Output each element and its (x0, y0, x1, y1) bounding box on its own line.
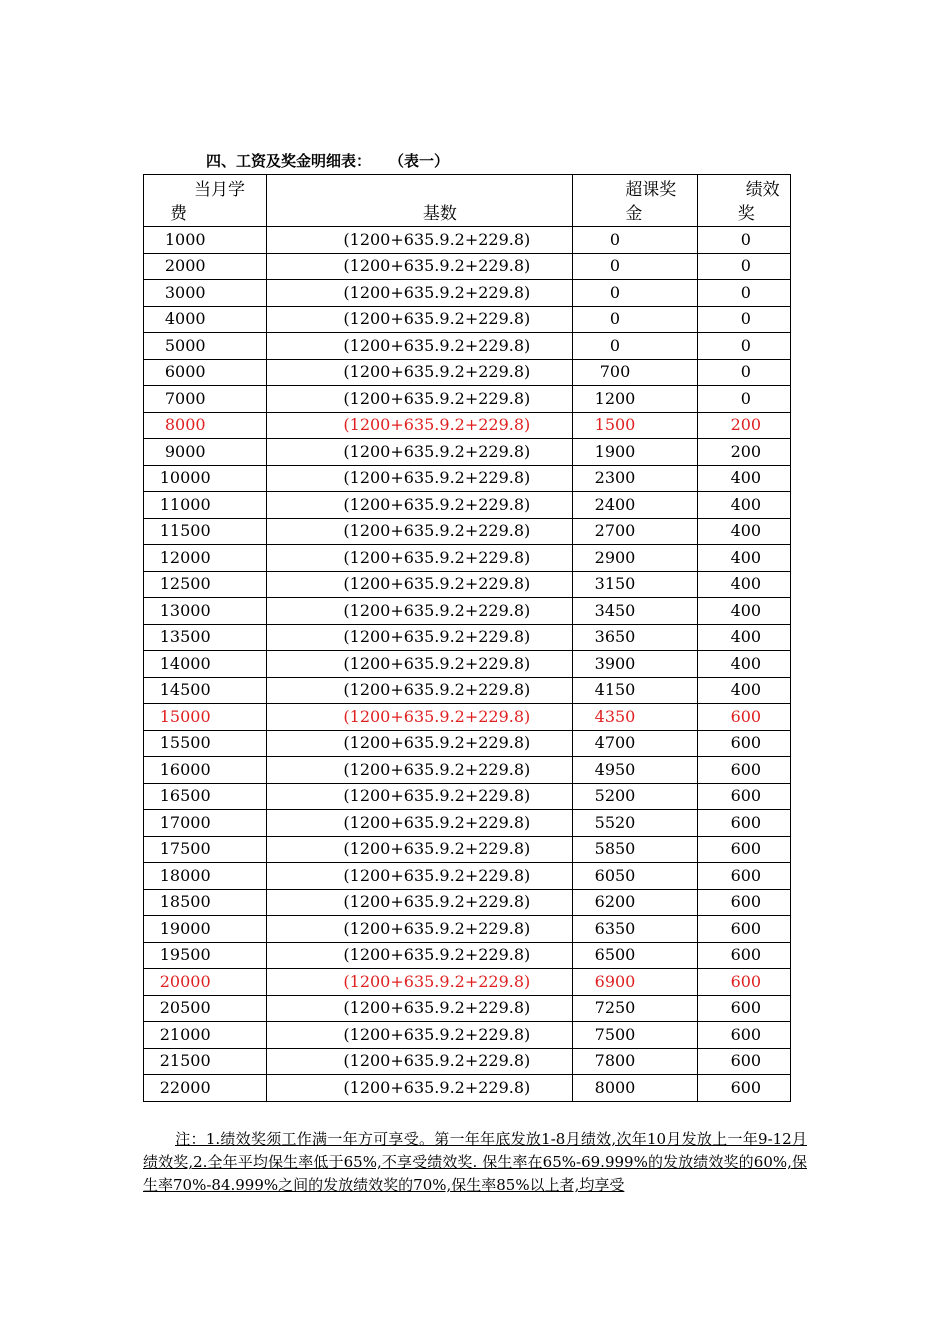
cell-performance-bonus: 400 (697, 598, 790, 625)
cell-performance-bonus: 600 (697, 1075, 790, 1102)
table-row (144, 757, 791, 784)
table-row (144, 227, 791, 254)
cell-extra-class-bonus: 2700 (573, 518, 697, 545)
cell-extra-class-bonus: 3150 (573, 571, 697, 598)
cell-performance-bonus: 600 (697, 730, 790, 757)
cell-performance-bonus: 400 (697, 624, 790, 651)
cell-monthly-fee: 2000 (144, 253, 267, 280)
cell-performance-bonus: 0 (697, 253, 790, 280)
table-row (144, 624, 791, 651)
table-row (144, 1075, 791, 1102)
cell-extra-class-bonus: 3900 (573, 651, 697, 678)
cell-base: (1200+635.9.2+229.8) (267, 492, 573, 519)
cell-base: (1200+635.9.2+229.8) (267, 359, 573, 386)
cell-monthly-fee: 9000 (144, 439, 267, 466)
cell-monthly-fee: 16500 (144, 783, 267, 810)
table-row (144, 571, 791, 598)
cell-monthly-fee: 18500 (144, 889, 267, 916)
cell-monthly-fee: 1000 (144, 227, 267, 254)
cell-performance-bonus: 600 (697, 942, 790, 969)
cell-performance-bonus: 600 (697, 810, 790, 837)
header-performance-bonus: 绩效 奖 (697, 175, 790, 227)
cell-monthly-fee: 19000 (144, 916, 267, 943)
cell-extra-class-bonus: 5200 (573, 783, 697, 810)
cell-performance-bonus: 400 (697, 545, 790, 572)
cell-base: (1200+635.9.2+229.8) (267, 783, 573, 810)
cell-extra-class-bonus: 0 (573, 280, 697, 307)
cell-performance-bonus: 400 (697, 465, 790, 492)
table-row (144, 916, 791, 943)
table-row (144, 492, 791, 519)
cell-base: (1200+635.9.2+229.8) (267, 651, 573, 678)
cell-extra-class-bonus: 3450 (573, 598, 697, 625)
table-header-row (144, 175, 791, 227)
cell-performance-bonus: 600 (697, 1022, 790, 1049)
cell-performance-bonus: 200 (697, 439, 790, 466)
table-row (144, 359, 791, 386)
cell-monthly-fee: 17500 (144, 836, 267, 863)
table-row (144, 280, 791, 307)
table-row (144, 333, 791, 360)
cell-extra-class-bonus: 7800 (573, 1048, 697, 1075)
table-row (144, 1048, 791, 1075)
cell-base: (1200+635.9.2+229.8) (267, 280, 573, 307)
cell-monthly-fee: 11000 (144, 492, 267, 519)
cell-monthly-fee: 12500 (144, 571, 267, 598)
cell-base: (1200+635.9.2+229.8) (267, 916, 573, 943)
salary-bonus-table (143, 174, 791, 1102)
cell-performance-bonus: 600 (697, 863, 790, 890)
cell-base: (1200+635.9.2+229.8) (267, 624, 573, 651)
cell-extra-class-bonus: 7500 (573, 1022, 697, 1049)
cell-monthly-fee: 10000 (144, 465, 267, 492)
cell-extra-class-bonus: 1500 (573, 412, 697, 439)
cell-extra-class-bonus: 2900 (573, 545, 697, 572)
table-row (144, 386, 791, 413)
table-row (144, 518, 791, 545)
cell-base: (1200+635.9.2+229.8) (267, 253, 573, 280)
cell-extra-class-bonus: 6200 (573, 889, 697, 916)
cell-performance-bonus: 0 (697, 280, 790, 307)
cell-base: (1200+635.9.2+229.8) (267, 1075, 573, 1102)
cell-extra-class-bonus: 0 (573, 306, 697, 333)
cell-extra-class-bonus: 4950 (573, 757, 697, 784)
table-row (144, 1022, 791, 1049)
table-row (144, 439, 791, 466)
cell-base: (1200+635.9.2+229.8) (267, 306, 573, 333)
table-row (144, 465, 791, 492)
cell-performance-bonus: 0 (697, 306, 790, 333)
table-row (144, 969, 791, 996)
table-row (144, 783, 791, 810)
cell-base: (1200+635.9.2+229.8) (267, 598, 573, 625)
cell-base: (1200+635.9.2+229.8) (267, 942, 573, 969)
cell-performance-bonus: 600 (697, 889, 790, 916)
cell-extra-class-bonus: 3650 (573, 624, 697, 651)
cell-base: (1200+635.9.2+229.8) (267, 227, 573, 254)
cell-performance-bonus: 400 (697, 651, 790, 678)
table-row (144, 412, 791, 439)
cell-base: (1200+635.9.2+229.8) (267, 465, 573, 492)
cell-monthly-fee: 22000 (144, 1075, 267, 1102)
cell-base: (1200+635.9.2+229.8) (267, 757, 573, 784)
cell-monthly-fee: 5000 (144, 333, 267, 360)
cell-monthly-fee: 19500 (144, 942, 267, 969)
cell-monthly-fee: 4000 (144, 306, 267, 333)
cell-base: (1200+635.9.2+229.8) (267, 730, 573, 757)
cell-performance-bonus: 400 (697, 571, 790, 598)
cell-performance-bonus: 400 (697, 518, 790, 545)
cell-base: (1200+635.9.2+229.8) (267, 545, 573, 572)
cell-performance-bonus: 0 (697, 333, 790, 360)
table-row (144, 995, 791, 1022)
table-row (144, 730, 791, 757)
cell-monthly-fee: 13500 (144, 624, 267, 651)
table-row (144, 598, 791, 625)
footnote (143, 1128, 807, 1197)
cell-performance-bonus: 600 (697, 916, 790, 943)
cell-extra-class-bonus: 4700 (573, 730, 697, 757)
cell-extra-class-bonus: 0 (573, 253, 697, 280)
table-row (144, 677, 791, 704)
cell-monthly-fee: 11500 (144, 518, 267, 545)
cell-monthly-fee: 3000 (144, 280, 267, 307)
cell-extra-class-bonus: 7250 (573, 995, 697, 1022)
cell-monthly-fee: 16000 (144, 757, 267, 784)
footnote-text: 注：1.绩效奖须工作满一年方可享受。第一年年底发放1-8月绩效,次年10月发放上一年9-12月绩效奖,2.全年平均保生率低于65%,不享受绩效奖. 保生率在65%-69.999%的发放绩效奖的60%,保生率70%-84.999%之间的发放绩效奖的70%,保生率85%以上者,均享受 (143, 1130, 807, 1194)
table-row (144, 306, 791, 333)
cell-monthly-fee: 8000 (144, 412, 267, 439)
cell-extra-class-bonus: 2400 (573, 492, 697, 519)
cell-base: (1200+635.9.2+229.8) (267, 810, 573, 837)
table-row (144, 863, 791, 890)
cell-monthly-fee: 20500 (144, 995, 267, 1022)
cell-performance-bonus: 600 (697, 969, 790, 996)
cell-extra-class-bonus: 5520 (573, 810, 697, 837)
cell-base: (1200+635.9.2+229.8) (267, 863, 573, 890)
cell-performance-bonus: 0 (697, 359, 790, 386)
cell-monthly-fee: 15000 (144, 704, 267, 731)
cell-base: (1200+635.9.2+229.8) (267, 1022, 573, 1049)
cell-base: (1200+635.9.2+229.8) (267, 412, 573, 439)
cell-base: (1200+635.9.2+229.8) (267, 995, 573, 1022)
table-row (144, 545, 791, 572)
cell-extra-class-bonus: 6050 (573, 863, 697, 890)
cell-base: (1200+635.9.2+229.8) (267, 439, 573, 466)
table-row (144, 810, 791, 837)
cell-extra-class-bonus: 0 (573, 333, 697, 360)
cell-performance-bonus: 0 (697, 227, 790, 254)
cell-performance-bonus: 600 (697, 757, 790, 784)
cell-performance-bonus: 200 (697, 412, 790, 439)
header-extra-class-bonus: 超课奖 金 (573, 175, 697, 227)
table-row (144, 253, 791, 280)
cell-extra-class-bonus: 6350 (573, 916, 697, 943)
header-monthly-fee: 当月学 费 (144, 175, 267, 227)
cell-extra-class-bonus: 1900 (573, 439, 697, 466)
cell-extra-class-bonus: 4350 (573, 704, 697, 731)
cell-base: (1200+635.9.2+229.8) (267, 677, 573, 704)
cell-monthly-fee: 17000 (144, 810, 267, 837)
table-row (144, 836, 791, 863)
cell-performance-bonus: 600 (697, 783, 790, 810)
cell-base: (1200+635.9.2+229.8) (267, 836, 573, 863)
cell-base: (1200+635.9.2+229.8) (267, 518, 573, 545)
cell-base: (1200+635.9.2+229.8) (267, 386, 573, 413)
cell-performance-bonus: 400 (697, 492, 790, 519)
cell-extra-class-bonus: 6500 (573, 942, 697, 969)
cell-extra-class-bonus: 1200 (573, 386, 697, 413)
table-row (144, 651, 791, 678)
cell-monthly-fee: 21000 (144, 1022, 267, 1049)
cell-extra-class-bonus: 6900 (573, 969, 697, 996)
heading-title: 四、工资及奖金明细表： (206, 152, 372, 170)
heading-table-label: （表一） (389, 152, 450, 170)
table-row (144, 889, 791, 916)
cell-base: (1200+635.9.2+229.8) (267, 333, 573, 360)
cell-performance-bonus: 600 (697, 1048, 790, 1075)
cell-monthly-fee: 13000 (144, 598, 267, 625)
cell-monthly-fee: 20000 (144, 969, 267, 996)
cell-monthly-fee: 15500 (144, 730, 267, 757)
cell-monthly-fee: 6000 (144, 359, 267, 386)
cell-performance-bonus: 0 (697, 386, 790, 413)
cell-monthly-fee: 14500 (144, 677, 267, 704)
cell-extra-class-bonus: 4150 (573, 677, 697, 704)
cell-base: (1200+635.9.2+229.8) (267, 704, 573, 731)
cell-performance-bonus: 400 (697, 677, 790, 704)
cell-monthly-fee: 7000 (144, 386, 267, 413)
cell-monthly-fee: 14000 (144, 651, 267, 678)
cell-base: (1200+635.9.2+229.8) (267, 571, 573, 598)
cell-monthly-fee: 12000 (144, 545, 267, 572)
cell-extra-class-bonus: 5850 (573, 836, 697, 863)
cell-extra-class-bonus: 2300 (573, 465, 697, 492)
cell-base: (1200+635.9.2+229.8) (267, 969, 573, 996)
cell-base: (1200+635.9.2+229.8) (267, 1048, 573, 1075)
header-base: 基数 (267, 175, 573, 227)
cell-monthly-fee: 18000 (144, 863, 267, 890)
cell-performance-bonus: 600 (697, 836, 790, 863)
cell-extra-class-bonus: 0 (573, 227, 697, 254)
table-row (144, 942, 791, 969)
cell-extra-class-bonus: 8000 (573, 1075, 697, 1102)
cell-monthly-fee: 21500 (144, 1048, 267, 1075)
table-heading (206, 150, 449, 171)
cell-base: (1200+635.9.2+229.8) (267, 889, 573, 916)
cell-extra-class-bonus: 700 (573, 359, 697, 386)
cell-performance-bonus: 600 (697, 704, 790, 731)
table-row (144, 704, 791, 731)
cell-performance-bonus: 600 (697, 995, 790, 1022)
